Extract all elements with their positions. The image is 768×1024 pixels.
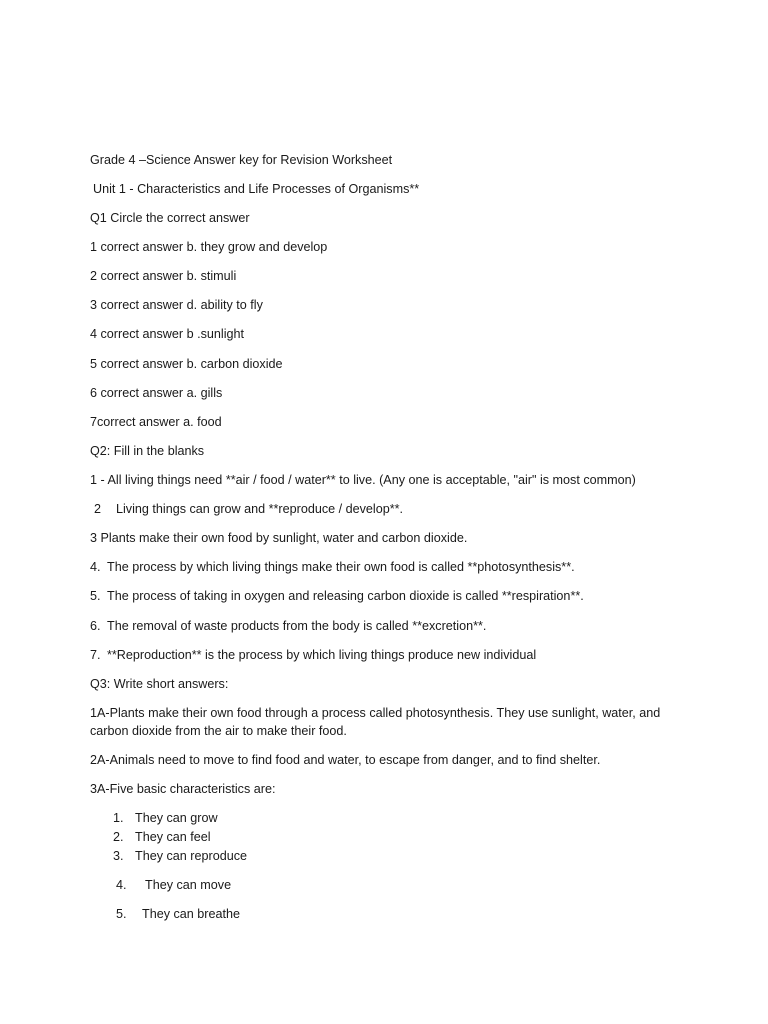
q2-item-text: The removal of waste products from the body is called **excretion**. [107, 619, 487, 633]
q2-item [90, 647, 536, 663]
unit-heading: Unit 1 - Characteristics and Life Processes of Organisms** [93, 182, 420, 196]
list-item [113, 829, 211, 845]
list-item [113, 810, 218, 826]
list-item-text: They can grow [135, 811, 218, 825]
q2-item: 1 - All living things need **air / food / water** to live. (Any one is acceptable, "air" is most common) [90, 473, 636, 487]
q1-answer: 4 correct answer b .sunlight [90, 327, 244, 341]
q1-answer: 1 correct answer b. they grow and develop [90, 240, 328, 254]
q1-answer: 2 correct answer b. stimuli [90, 269, 237, 283]
q2-item-number: 2 [94, 502, 102, 516]
list-item [113, 848, 247, 864]
q1-answer: 3 correct answer d. ability to fly [90, 298, 263, 312]
list-item-number: 3. [113, 849, 124, 863]
q3-answer-1: 1A-Plants make their own food through a process called photosynthesis. They use sunlight, water, and carbon dioxide from the air to make their food. [90, 706, 661, 738]
list-item-number: 2. [113, 830, 124, 844]
q2-item-number: 5. [90, 589, 101, 603]
q2-item [90, 588, 584, 604]
document-title: Grade 4 –Science Answer key for Revision Worksheet [90, 153, 393, 167]
list-item-text: They can feel [135, 830, 211, 844]
list-item-number: 1. [113, 811, 124, 825]
q1-answer: 6 correct answer a. gills [90, 386, 223, 400]
q1-answer: 5 correct answer b. carbon dioxide [90, 357, 283, 371]
list-item-text: They can move [145, 878, 232, 892]
list-item-text: They can breathe [142, 907, 241, 921]
q3-answer-2: 2A-Animals need to move to find food and water, to escape from danger, and to find shelter. [90, 753, 601, 767]
list-item-number: 4. [116, 878, 127, 892]
q2-item-text: The process of taking in oxygen and releasing carbon dioxide is called **respiration**. [107, 589, 584, 603]
q2-heading: Q2: Fill in the blanks [90, 444, 205, 458]
q2-item: 3 Plants make their own food by sunlight, water and carbon dioxide. [90, 531, 468, 545]
list-item-text: They can reproduce [135, 849, 248, 863]
q2-item [90, 618, 486, 634]
q2-item-number: 4. [90, 560, 101, 574]
q1-heading: Q1 Circle the correct answer [90, 211, 250, 225]
list-item-number: 5. [116, 907, 127, 921]
q2-item-number: 7. [90, 648, 101, 662]
q2-item-text: **Reproduction** is the process by which living things produce new individual [107, 648, 537, 662]
q2-item-number: 6. [90, 619, 101, 633]
q2-item [90, 559, 575, 575]
list-item [116, 877, 231, 893]
q3-heading: Q3: Write short answers: [90, 677, 229, 691]
q2-item [94, 501, 403, 517]
list-item [116, 906, 240, 922]
q2-item-text: Living things can grow and **reproduce / develop**. [116, 502, 404, 516]
q2-item-text: The process by which living things make their own food is called **photosynthesis**. [107, 560, 575, 574]
q3-answer-3-intro: 3A-Five basic characteristics are: [90, 782, 276, 796]
q1-answer: 7correct answer a. food [90, 415, 222, 429]
